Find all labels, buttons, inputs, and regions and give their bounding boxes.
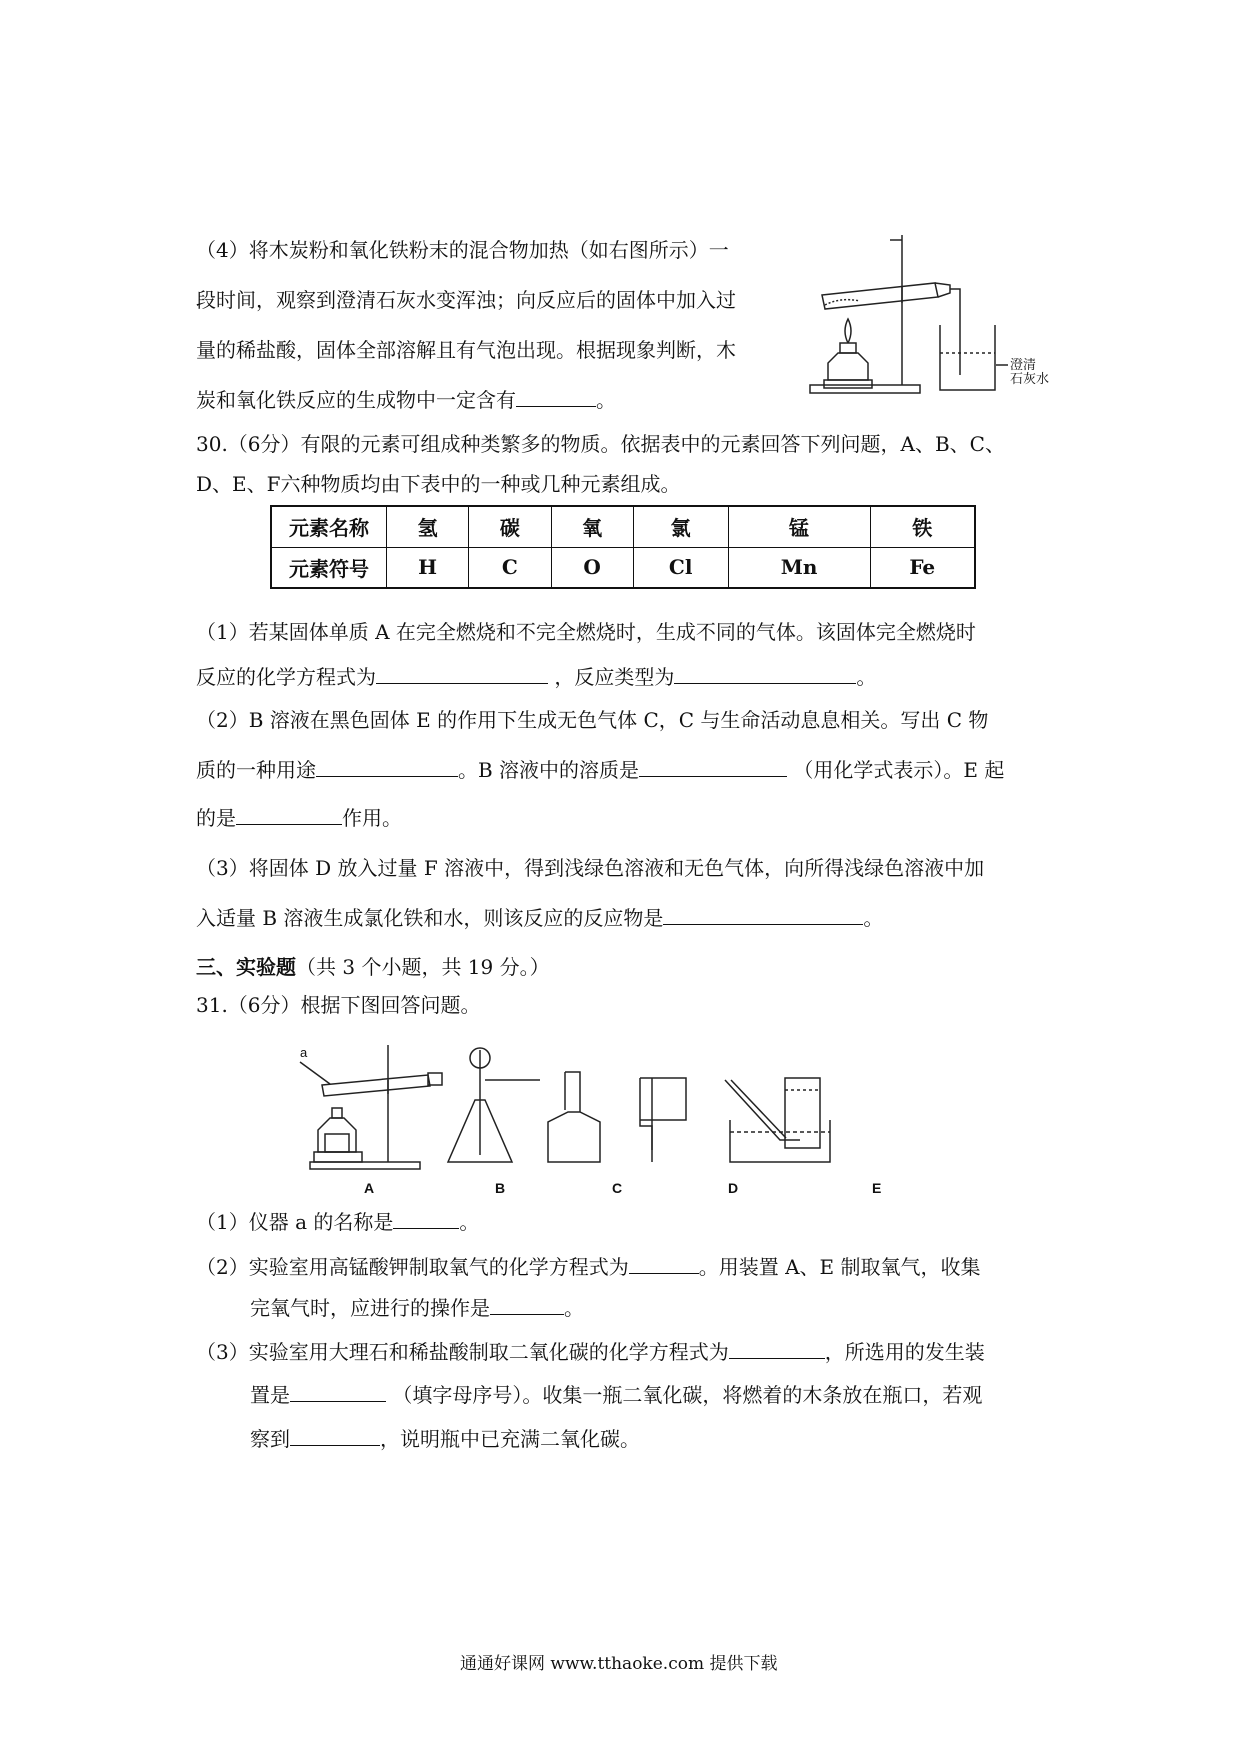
answer-blank[interactable]	[290, 1427, 380, 1446]
element-name-cell: 碳	[469, 506, 551, 547]
answer-blank[interactable]	[236, 806, 342, 825]
q29-4-line-2: 段时间，观察到澄清石灰水变浑浊；向反应后的固体中加入过	[196, 288, 736, 312]
q30-part1-line-1: （1）若某固体单质 A 在完全燃烧和不完全燃烧时，生成不同的气体。该固体完全燃烧时	[196, 620, 976, 644]
element-symbol-cell: C	[469, 547, 551, 588]
q30-part1-text-c: 。	[856, 665, 877, 689]
element-symbol-row	[271, 547, 975, 588]
apparatus-label-d: D	[728, 1180, 739, 1196]
q31-part3-text-c: 置是	[250, 1383, 290, 1407]
q31-part2-text-d: 。	[564, 1296, 584, 1320]
q30-part2-text-d: 的是	[196, 806, 236, 830]
q30-part2-text-b: 。B 溶液中的溶质是	[458, 758, 640, 782]
q30-part1-line-2	[196, 665, 876, 689]
limewater-label-line-2: 石灰水	[1010, 372, 1050, 387]
q30-part2-text-a: 质的一种用途	[196, 758, 316, 782]
apparatus-figure	[300, 1040, 960, 1175]
q30-part3-text-a: 入适量 B 溶液生成氯化铁和水，则该反应的反应物是	[196, 906, 664, 930]
q31-part3-line-1	[196, 1340, 985, 1364]
q31-part2-line-1	[196, 1255, 981, 1279]
q31-part3-line-3	[250, 1427, 640, 1451]
answer-blank[interactable]	[516, 388, 596, 407]
answer-blank[interactable]	[490, 1296, 564, 1315]
q31-part1-text: （1）仪器 a 的名称是	[196, 1210, 394, 1234]
element-name-cell: 锰	[728, 506, 870, 547]
answer-blank[interactable]	[376, 665, 548, 684]
q30-part3-line-1: （3）将固体 D 放入过量 F 溶液中，得到浅绿色溶液和无色气体，向所得浅绿色溶液中加	[196, 856, 985, 880]
section-3-note: （共 3 个小题，共 19 分。）	[296, 955, 550, 979]
element-table	[270, 505, 976, 589]
answer-blank[interactable]	[393, 1210, 459, 1229]
apparatus-label-c: C	[612, 1180, 623, 1196]
answer-blank[interactable]	[663, 906, 863, 925]
q30-part3-text-b: 。	[863, 906, 884, 930]
q29-4-line-1: （4）将木炭粉和氧化铁粉末的混合物加热（如右图所示）一	[196, 238, 729, 262]
limewater-label-line-1: 澄清	[1010, 358, 1037, 373]
q31-part3-text-b: ，所选用的发生装	[824, 1340, 985, 1364]
q30-part1-text-b: ，反应类型为	[554, 665, 675, 689]
q30-part2-line-2	[196, 758, 1004, 782]
q29-4-line-4	[196, 388, 616, 412]
answer-blank[interactable]	[316, 758, 458, 777]
element-name-cell: 氧	[551, 506, 633, 547]
q29-4-line-3: 量的稀盐酸，固体全部溶解且有气泡出现。根据现象判断，木	[196, 338, 736, 362]
q31-line-1: 31.（6分）根据下图回答问题。	[196, 993, 481, 1017]
q31-part2-text-a: （2）实验室用高锰酸钾制取氧气的化学方程式为	[196, 1255, 629, 1279]
q30-part3-line-2	[196, 906, 883, 930]
instrument-a-label: a	[300, 1045, 308, 1060]
q30-line-1: 30.（6分）有限的元素可组成种类繁多的物质。依据表中的元素回答下列问题，A、B、C、	[196, 432, 1005, 456]
q31-part2-text-c: 完氧气时，应进行的操作是	[250, 1296, 490, 1320]
row-header-symbol: 元素符号	[271, 547, 387, 588]
element-name-row	[271, 506, 975, 547]
section-3-heading	[196, 955, 550, 979]
element-symbol-cell: Mn	[728, 547, 870, 588]
element-symbol-cell: H	[387, 547, 469, 588]
row-header-name: 元素名称	[271, 506, 387, 547]
section-3-title: 三、实验题	[196, 955, 296, 979]
q30-part2-line-1: （2）B 溶液在黑色固体 E 的作用下生成无色气体 C，C 与生命活动息息相关。写出 C 物	[196, 708, 989, 732]
q30-part2-text-e: 作用。	[342, 806, 402, 830]
q31-part2-line-2	[250, 1296, 584, 1320]
answer-blank[interactable]	[729, 1340, 825, 1359]
q31-part1-end: 。	[459, 1210, 480, 1234]
q30-part1-text-a: 反应的化学方程式为	[196, 665, 376, 689]
answer-blank[interactable]	[290, 1383, 386, 1402]
answer-blank[interactable]	[629, 1255, 699, 1274]
apparatus-label-e: E	[872, 1180, 882, 1196]
answer-blank[interactable]	[674, 665, 856, 684]
q30-line-2: D、E、F六种物质均由下表中的一种或几种元素组成。	[196, 472, 681, 496]
q31-part3-text-d: （填字母序号）。收集一瓶二氧化碳，将燃着的木条放在瓶口，若观	[392, 1383, 983, 1407]
answer-blank[interactable]	[639, 758, 787, 777]
element-symbol-cell: Cl	[633, 547, 728, 588]
apparatus-label-b: B	[495, 1180, 506, 1196]
q30-part2-text-c: （用化学式表示）。E 起	[793, 758, 1005, 782]
q31-part3-text-f: ，说明瓶中已充满二氧化碳。	[380, 1427, 640, 1451]
q31-part2-text-b: 。用装置 A、E 制取氧气，收集	[698, 1255, 981, 1279]
limewater-label	[1010, 359, 1049, 387]
element-symbol-cell: O	[551, 547, 633, 588]
q30-part2-line-3	[196, 806, 402, 830]
q31-part1	[196, 1210, 479, 1234]
q29-4-line-4-end: 。	[596, 388, 616, 412]
apparatus-label-a: A	[364, 1180, 375, 1196]
q31-part3-text-a: （3）实验室用大理石和稀盐酸制取二氧化碳的化学方程式为	[196, 1340, 729, 1364]
element-name-cell: 氢	[387, 506, 469, 547]
q31-part3-line-2	[250, 1383, 982, 1407]
q29-4-line-4-text: 炭和氧化铁反应的生成物中一定含有	[196, 388, 516, 412]
element-name-cell: 氯	[633, 506, 728, 547]
q31-part3-text-e: 察到	[250, 1427, 290, 1451]
element-name-cell: 铁	[870, 506, 975, 547]
page-footer: 通通好课网 www.tthaoke.com 提供下载	[460, 1654, 778, 1674]
element-symbol-cell: Fe	[870, 547, 975, 588]
